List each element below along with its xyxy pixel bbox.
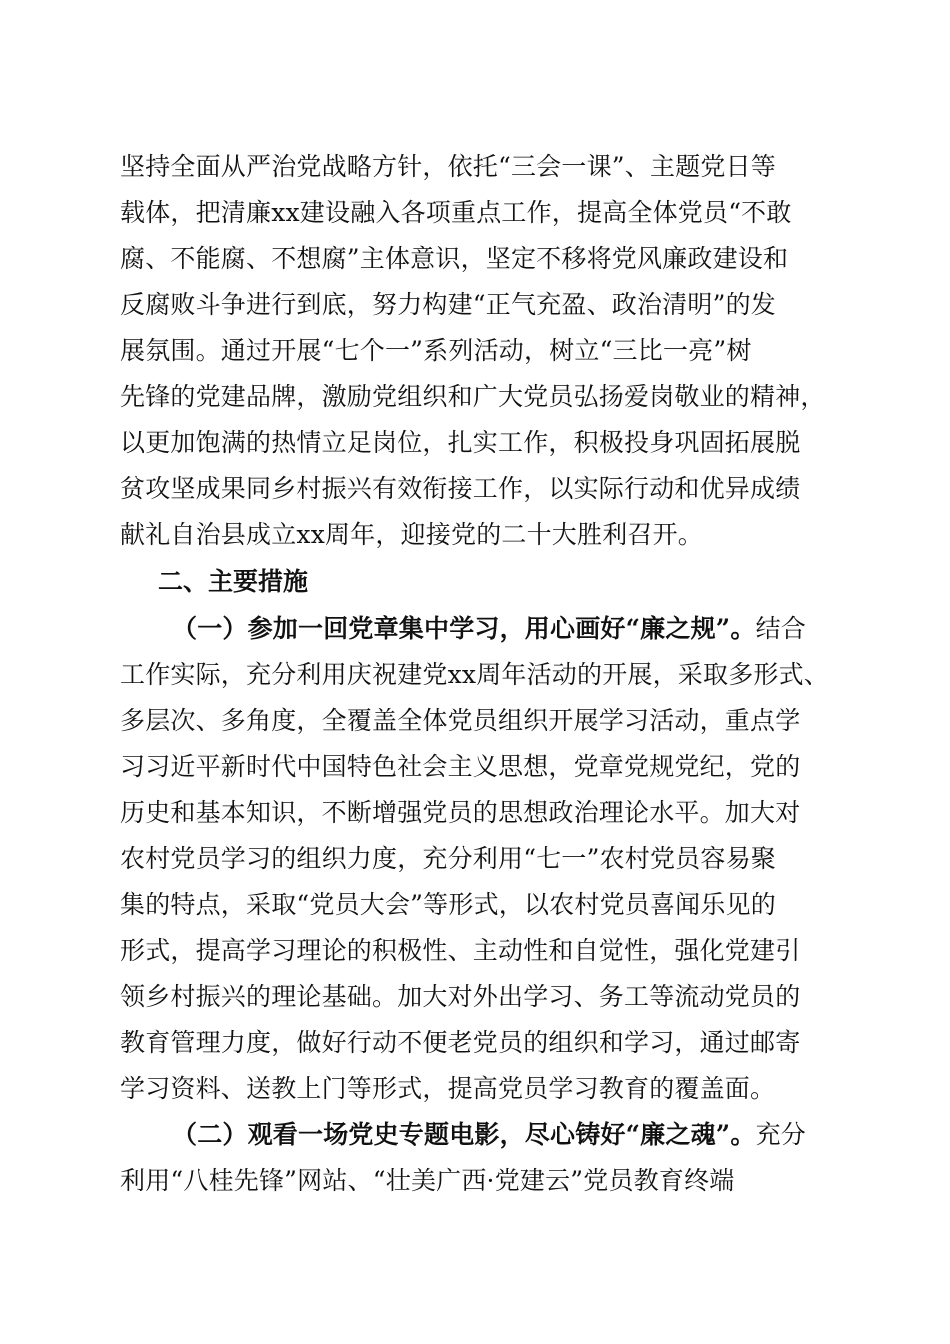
intro-line-9: 献礼自治县成立xx周年，迎接党的二十大胜利召开。 <box>120 520 704 549</box>
measure-1-title: （一）参加一回党章集中学习，用心画好“廉之规”。 <box>172 614 756 643</box>
intro-line-7: 以更加饱满的热情立足岗位，扎实工作，积极投身巩固拓展脱 <box>120 428 801 457</box>
measure-1-line-3: 习习近平新时代中国特色社会主义思想，党章党规党纪，党的 <box>120 752 801 781</box>
measure-1-line-10: 学习资料、送教上门等形式，提高党员学习教育的覆盖面。 <box>120 1074 776 1103</box>
measure-1-line-8: 领乡村振兴的理论基础。加大对外出学习、务工等流动党员的 <box>120 982 801 1011</box>
measure-2-first-line-rest: 充分 <box>755 1120 806 1149</box>
intro-line-6: 先锋的党建品牌，激励党组织和广大党员弘扬爱岗敬业的精神， <box>120 382 826 411</box>
intro-line-5: 展氛围。通过开展“七个一”系列活动，树立“三比一亮”树 <box>120 336 752 365</box>
measure-2-title: （二）观看一场党史专题电影，尽心铸好“廉之魂”。 <box>172 1120 756 1149</box>
intro-line-4: 反腐败斗争进行到底，努力构建“正气充盈、政治清明”的发 <box>120 290 776 319</box>
measure-2-line-1: 利用“八桂先锋”网站、“壮美广西·党建云”党员教育终端 <box>120 1166 735 1195</box>
measure-1-line-2: 多层次、多角度，全覆盖全体党员组织开展学习活动，重点学 <box>120 706 801 735</box>
measure-1-line-6: 集的特点，采取“党员大会”等形式，以农村党员喜闻乐见的 <box>120 890 776 919</box>
measure-1-first-line-rest: 结合 <box>755 614 806 643</box>
measure-1-line-4: 历史和基本知识，不断增强党员的思想政治理论水平。加大对 <box>120 798 801 827</box>
intro-line-8: 贫攻坚成果同乡村振兴有效衔接工作，以实际行动和优异成绩 <box>120 474 801 503</box>
measure-1-line-9: 教育管理力度，做好行动不便老党员的组织和学习，通过邮寄 <box>120 1028 801 1057</box>
measure-1-line-1: 工作实际，充分利用庆祝建党xx周年活动的开展，采取多形式、 <box>120 660 830 689</box>
measure-1-first-line <box>120 606 826 652</box>
intro-line-2: 载体，把清廉xx建设融入各项重点工作，提高全体党员“不敢 <box>120 198 792 227</box>
section-heading: 二、主要措施 <box>158 567 309 596</box>
measure-2-first-line <box>120 1112 826 1158</box>
measure-1-line-5: 农村党员学习的组织力度，充分利用“七一”农村党员容易聚 <box>120 844 776 873</box>
document-body <box>120 144 830 1204</box>
intro-line-1: 坚持全面从严治党战略方针，依托“三会一课”、主题党日等 <box>120 152 776 181</box>
measure-1-line-7: 形式，提高学习理论的积极性、主动性和自觉性，强化党建引 <box>120 936 801 965</box>
intro-line-3: 腐、不能腐、不想腐”主体意识，坚定不移将党风廉政建设和 <box>120 244 789 273</box>
